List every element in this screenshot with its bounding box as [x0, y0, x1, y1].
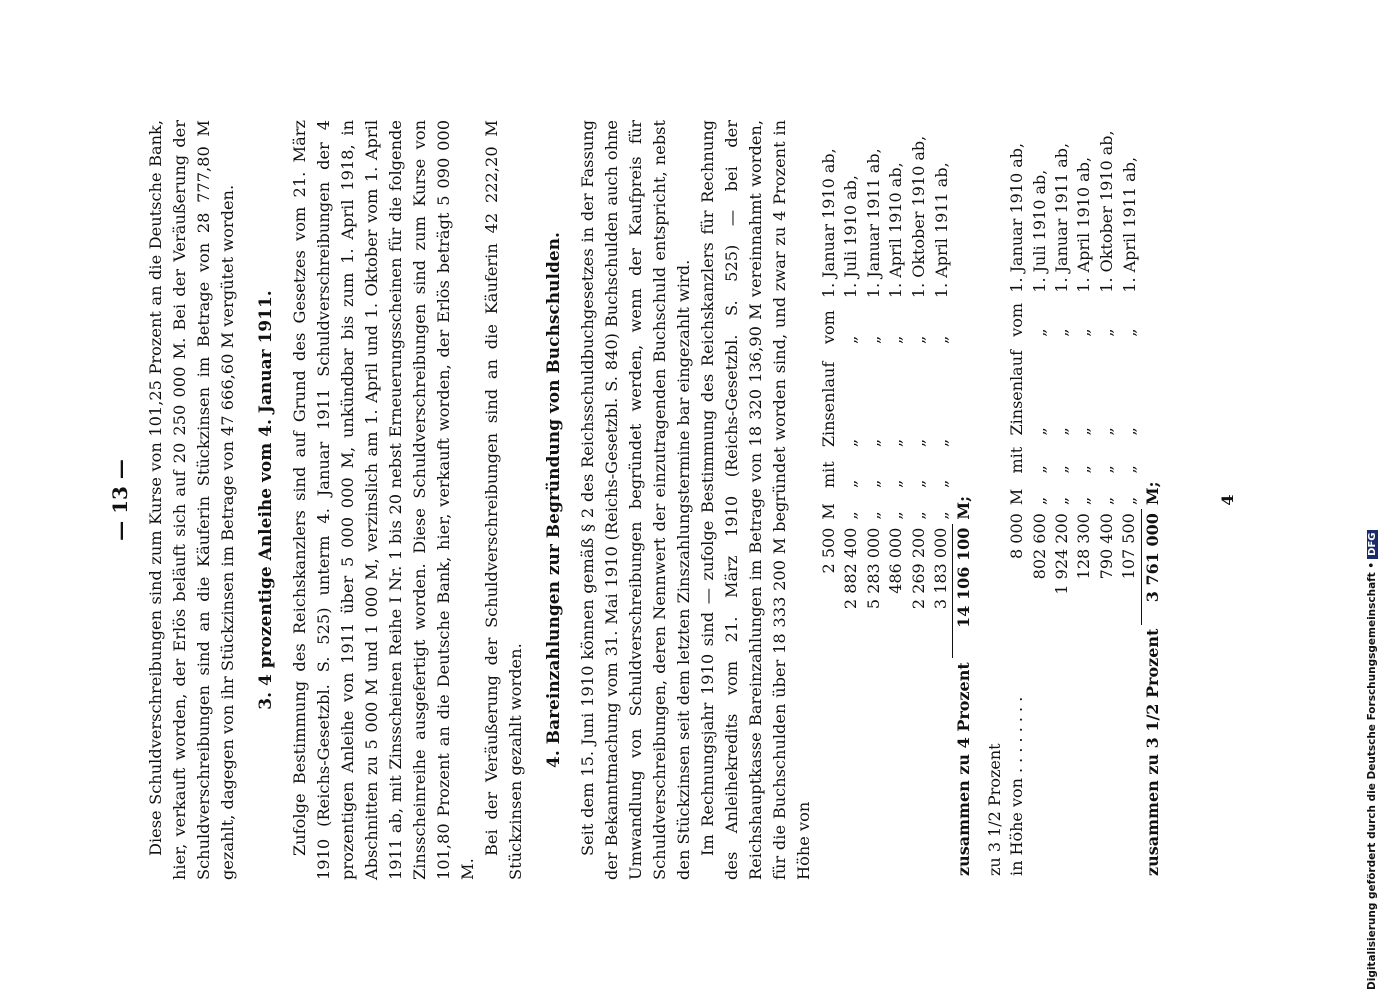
table-row — [1141, 120, 1164, 880]
vom-cell: „ — [1052, 328, 1072, 337]
date-cell: 1. Oktober 1910 ab, — [1096, 130, 1116, 293]
amount-cell: 128 300 — [1074, 513, 1094, 580]
table-row — [1029, 120, 1051, 880]
vom-cell: „ — [1029, 328, 1049, 337]
row-label-cell — [1029, 625, 1051, 880]
mit-cell: mit — [1007, 446, 1027, 474]
zinsenlauf-cell: „ — [1119, 427, 1139, 436]
mit-cell: „ — [931, 479, 951, 488]
row-label-cell — [885, 658, 907, 880]
mit-cell: „ — [908, 479, 928, 488]
currency-cell: „ — [886, 511, 906, 520]
mit-cell: „ — [841, 479, 861, 488]
total-amount: 3 761 000 — [1141, 509, 1164, 624]
amount-cell: 486 000 — [886, 527, 906, 594]
rotated-document-page — [108, 120, 1238, 880]
date-cell: 1. April 1911 ab, — [931, 162, 951, 299]
date-cell: 1. Juli 1910 ab, — [841, 175, 861, 299]
amount-cell: 1 924 200 — [1052, 513, 1072, 595]
currency-cell: „ — [1052, 496, 1072, 506]
credit-text: Digitalisierung gefördert durch die Deutsche Forschungsgemeinschaft • — [1366, 561, 1378, 990]
paragraph-stueckzinsen: Bei der Veräußerung der Schuldverschreibungen sind an die Käuferin 42 222,20 M Stückzinsen gezahlt worden. — [482, 120, 525, 880]
date-cell: 1. April 1911 ab, — [1119, 156, 1139, 293]
mit-cell: „ — [1096, 465, 1116, 474]
vom-cell: „ — [1096, 328, 1116, 337]
table-row — [984, 120, 1006, 880]
mit-cell: „ — [1052, 465, 1072, 474]
date-cell: 1. April 1910 ab, — [886, 162, 906, 299]
mit-cell: „ — [863, 479, 883, 488]
amount-cell: 790 400 — [1096, 513, 1116, 580]
amount-cell: 8 000 — [1007, 513, 1027, 559]
total-label: zusammen zu 3 1/2 Prozent — [1142, 628, 1162, 876]
mit-cell: „ — [1029, 465, 1049, 474]
currency-cell: „ — [931, 511, 951, 520]
table-row — [885, 120, 907, 880]
currency-cell: „ — [908, 511, 928, 520]
table-row — [863, 120, 885, 880]
total-currency: M; — [1142, 481, 1162, 506]
table-row — [953, 120, 976, 880]
currency-cell: M — [1007, 488, 1027, 506]
currency-cell: „ — [1119, 496, 1139, 506]
table-row — [840, 120, 862, 880]
footer-signature-number: 4 — [1218, 494, 1237, 506]
vom-cell: vom — [819, 310, 838, 345]
currency-cell: M — [819, 503, 838, 520]
date-cell: 1. Januar 1911 ab, — [863, 148, 883, 299]
zinsenlauf-cell: „ — [841, 438, 861, 448]
zinsenlauf-cell: Zinsenlauf — [819, 361, 838, 448]
amount-cell: 3 183 000 — [931, 527, 951, 610]
paragraph-rechnungsjahr: Im Rechnungsjahr 1910 sind — zufolge Bestimmung des Reichskanzlers für Rechnung des Anleihekredits vom 21. März 1910 (Reichs-Gesetzbl. S. 525) — bei der Reichshauptkasse Bareinzahlungen im Betrage von 18 320 136,90 M vereinnahmt worden, für die Buchschulden über 18 333 200 M begründet worden sind, und zwar zu 4 Prozent in Höhe von — [698, 120, 813, 880]
vom-cell: „ — [886, 335, 906, 345]
table-3-5-prozent — [984, 120, 1164, 880]
table-4-prozent — [818, 120, 976, 880]
date-cell: 1. Januar 1911 ab, — [1052, 142, 1072, 293]
digitization-credit — [1366, 530, 1378, 990]
amount-cell: 107 500 — [1119, 513, 1139, 580]
vom-cell: „ — [841, 335, 861, 345]
table-row — [1118, 120, 1141, 880]
currency-cell: „ — [1096, 496, 1116, 506]
row-label-cell — [930, 658, 953, 880]
page-number: — 13 — — [108, 459, 132, 541]
table-row — [1096, 120, 1118, 880]
row-label-cell — [1051, 625, 1073, 880]
table-row — [1006, 120, 1028, 880]
vom-cell: „ — [863, 335, 883, 345]
zinsenlauf-cell: „ — [1029, 427, 1049, 436]
vom-cell: „ — [931, 335, 951, 345]
amount-cell: 802 600 — [1029, 513, 1049, 580]
total-amount: 14 106 100 — [953, 524, 976, 659]
vom-cell: „ — [1119, 328, 1139, 337]
table-row — [818, 120, 840, 880]
zinsenlauf-cell: „ — [931, 438, 951, 448]
row-label-cell — [1073, 625, 1095, 880]
total-label: zusammen zu 4 Prozent — [954, 662, 974, 876]
row-label-cell — [908, 658, 930, 880]
date-cell: 1. Juli 1910 ab, — [1029, 169, 1049, 293]
zinsenlauf-cell: „ — [886, 438, 906, 448]
row-label-cell — [840, 658, 862, 880]
table-row — [908, 120, 930, 880]
mit-cell: „ — [1074, 465, 1094, 474]
table-row — [930, 120, 953, 880]
amount-cell: 5 283 000 — [863, 527, 883, 610]
zinsenlauf-cell: „ — [1074, 427, 1094, 436]
table-row — [1051, 120, 1073, 880]
vom-cell: „ — [908, 335, 928, 345]
zinsenlauf-cell: „ — [1096, 427, 1116, 436]
row-label-cell: in Höhe von . . . . . . . . — [1007, 696, 1027, 876]
currency-cell: „ — [863, 511, 883, 520]
zinsenlauf-cell: „ — [863, 438, 883, 448]
row-label-cell — [863, 658, 885, 880]
row-label-cell — [1118, 625, 1141, 880]
section-heading-3: 3. 4 prozentige Anleihe vom 4. Januar 1911. — [256, 290, 276, 710]
mit-cell: „ — [1119, 465, 1139, 474]
amount-cell: 2 882 400 — [841, 527, 861, 610]
date-cell: 1. April 1910 ab, — [1074, 156, 1094, 293]
mit-cell: „ — [886, 479, 906, 488]
zinsenlauf-cell: Zinsenlauf — [1007, 350, 1027, 436]
paragraph-bond-sale: Diese Schuldverschreibungen sind zum Kurse von 101,25 Prozent an die Deutsche Bank, hier, verkauft worden, der Erlös beläuft sich auf 20 250 000 M. Bei der Veräußerung der Schuldverschreibungen sind an die Käuferin Stückzinsen im Betrage von 28 777,80 M gezahlt, dagegen von ihr Stückzinsen im Betrage von 47 666,60 M vergütet worden. — [146, 120, 237, 880]
table-intro-line: zu 3 1/2 Prozent — [984, 743, 1004, 876]
row-label-cell — [1096, 625, 1118, 880]
vom-cell: „ — [1074, 328, 1094, 337]
row-label-cell — [818, 658, 840, 880]
section-heading-4: 4. Bareinzahlungen zur Begründung von Buchschulden. — [544, 232, 564, 768]
currency-cell: „ — [1029, 496, 1049, 506]
date-cell: 1. Januar 1910 ab, — [819, 148, 838, 299]
date-cell: 1. Oktober 1910 ab, — [908, 135, 928, 299]
total-currency: M; — [954, 496, 974, 520]
paragraph-buchschulden: Seit dem 15. Juni 1910 können gemäß § 2 des Reichsschuldbuchgesetzes in der Fassung der Bekanntmachung vom 31. Mai 1910 (Reichs-Gesetzbl. S. 840) Buchschulden auch ohne Umwandlung von Schuldverschreibungen begründet werden, wenn der Kaufpreis für Schuldverschreibungen, deren Nennwert der einzutragenden Buchschuld entspricht, nebst den Stückzinsen seit dem letzten Zinszahlungstermine bar eingezahlt wird. — [578, 120, 693, 880]
currency-cell: „ — [841, 511, 861, 520]
date-cell: 1. Januar 1910 ab, — [1007, 142, 1027, 293]
currency-cell: „ — [1074, 496, 1094, 506]
vom-cell: vom — [1007, 302, 1027, 337]
paragraph-anleihe-1911: Zufolge Bestimmung des Reichskanzlers sind auf Grund des Gesetzes vom 21. März 1910 (Reichs-Gesetzbl. S. 525) unterm 4. Januar 1911 Schuldverschreibungen der 4 prozentigen Anleihe von 1911 über 5 000 000 M, unkündbar bis zum 1. April 1918, in Abschnitten zu 5 000 M und 1 000 M, verzinslich am 1. April und 1. Oktober vom 1. April 1911 ab, mit Zinsscheinen Reihe I Nr. 1 bis 20 nebst Erneuerungsscheinen für die folgende Zinsscheinreihe ausgefertigt worden. Diese Schuldverschreibungen sind zum Kurse von 101,80 Prozent an die Deutsche Bank, hier, verkauft worden, der Erlös beträgt 5 090 000 M. — [290, 120, 477, 880]
zinsenlauf-cell: „ — [908, 438, 928, 448]
zinsenlauf-cell: „ — [1052, 427, 1072, 436]
dfg-logo: DFG — [1367, 530, 1378, 559]
table-row — [1073, 120, 1095, 880]
amount-cell: 2 500 — [819, 527, 838, 574]
mit-cell: mit — [819, 461, 838, 488]
amount-cell: 2 269 200 — [908, 527, 928, 610]
